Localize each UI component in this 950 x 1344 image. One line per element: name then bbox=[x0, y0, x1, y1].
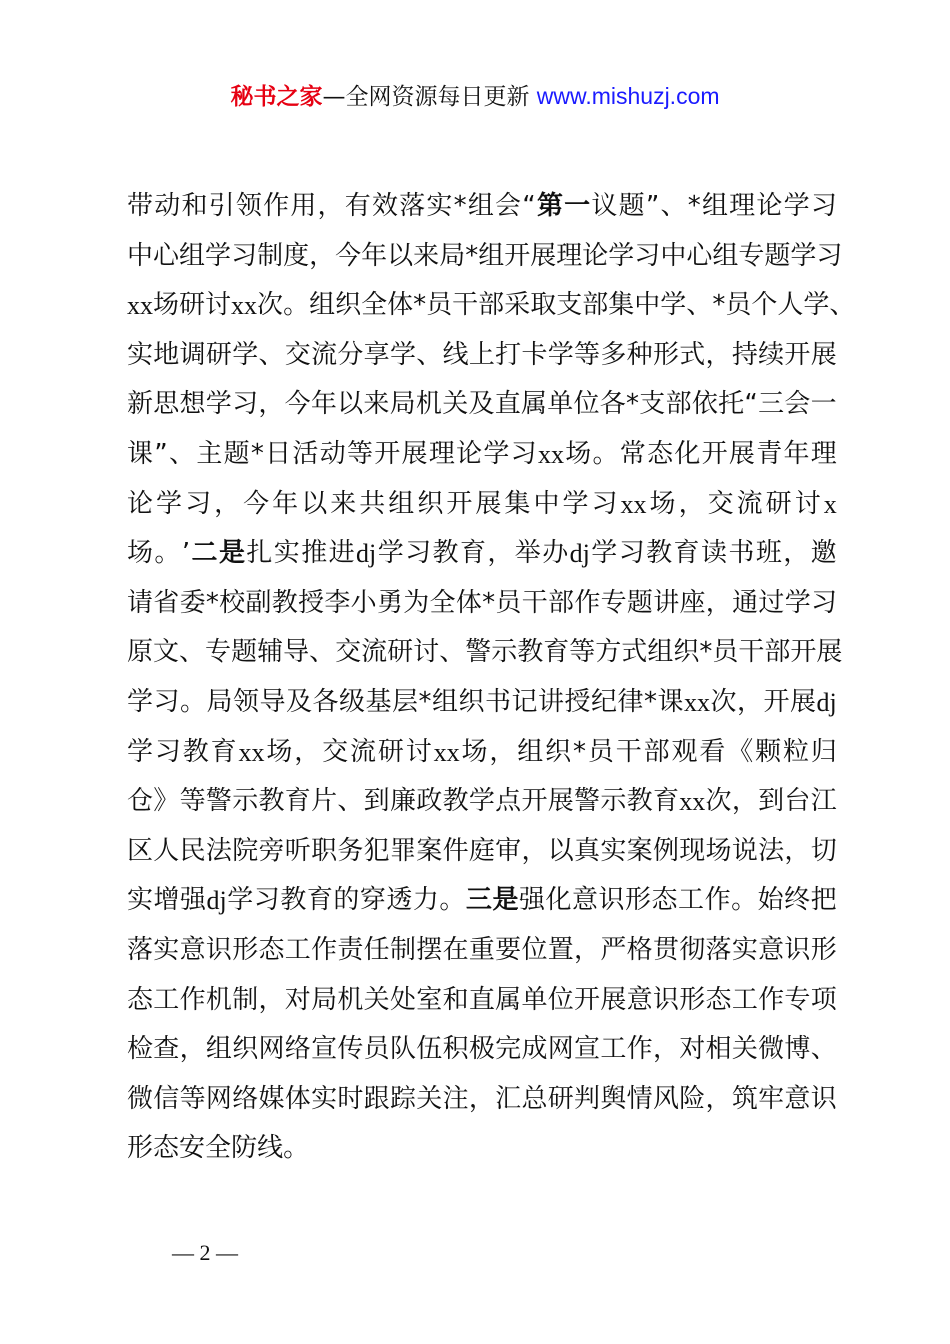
site-brand: 秘书之家 bbox=[230, 84, 323, 110]
text-line: 课 ” 、 主 题 * 日 活 动 等 开 展 理 论 学 习 xx 场 。 常 态 化 开 展 青 年 理 bbox=[127, 438, 837, 469]
text-line: 微 信 等 网 络 媒 体 实 时 跟 踪 关 注 ， 汇 总 研 判 舆 情 风 险 ， 筑 牢 意 识 bbox=[127, 1083, 837, 1114]
text-line: 态 工 作 机 制 ， 对 局 机 关 处 室 和 直 属 单 位 开 展 意 识 形 态 工 作 专 项 bbox=[127, 984, 837, 1015]
text-line: 落 实 意 识 形 态 工 作 责 任 制 摆 在 重 要 位 置 ， 严 格 贯 彻 落 实 意 识 形 bbox=[127, 934, 837, 965]
text-line: 检 查 ， 组 织 网 络 宣 传 员 队 伍 积 极 完 成 网 宣 工 作 ， 对 相 关 微 博 、 bbox=[127, 1034, 837, 1065]
text-line: 仓 》 等 警 示 教 育 片 、 到 廉 政 教 学 点 开 展 警 示 教 育 xx 次 ， 到 台 江 bbox=[127, 786, 837, 817]
text-line: 带 动 和 引 领 作 用 ， 有 效 落 实 * 组 会 “ 第 一 议 题 ” 、 * 组 理 论 学 习 bbox=[127, 191, 837, 221]
text-line: 形 态 安 全 防 线 。 bbox=[127, 1133, 310, 1164]
site-tagline: —全网资源每日更新 bbox=[322, 84, 537, 110]
text-line: 请 省 委 * 校 副 教 授 李 小 勇 为 全 体 * 员 干 部 作 专 题 讲 座 ， 通 过 学 习 bbox=[127, 587, 837, 618]
text-line: 原 文 、 专 题 辅 导 、 交 流 研 讨 、 警 示 教 育 等 方 式 组 织 * 员 干 部 开 展 bbox=[127, 637, 843, 668]
text-line: 场 。 ’ 二 是 扎 实 推 进 dj 学 习 教 育 ， 举 办 dj 学 习 教 育 读 书 班 ， 邀 bbox=[127, 538, 837, 569]
text-line: 中 心 组 学 习 制 度 ， 今 年 以 来 局 * 组 开 展 理 论 学 习 中 心 组 专 题 学 习 bbox=[127, 240, 843, 271]
text-line: 论 学 习 ， 今 年 以 来 共 组 织 开 展 集 中 学 习 xx 场 ， 交 流 研 讨 x bbox=[127, 488, 837, 519]
text-line: 学 习 。 局 领 导 及 各 级 基 层 * 组 织 书 记 讲 授 纪 律 * 课 xx 次 ， 开 展 dj bbox=[127, 686, 837, 717]
text-line: xx 场 研 讨 xx 次 。 组 织 全 体 * 员 干 部 采 取 支 部 集 中 学 、 * 员 个 人 学 、 bbox=[127, 290, 856, 321]
text-line: 学 习 教 育 xx 场 ， 交 流 研 讨 xx 场 ， 组 织 * 员 干 部 观 看 《 颗 粒 归 bbox=[127, 736, 837, 767]
document-body bbox=[127, 182, 856, 1174]
site-header bbox=[0, 80, 950, 113]
site-url-link[interactable]: www.mishuzj.com bbox=[536, 83, 720, 109]
page-number: — 2 — bbox=[172, 1240, 238, 1265]
text-line: 区 人 民 法 院 旁 听 职 务 犯 罪 案 件 庭 审 ， 以 真 实 案 例 现 场 说 法 ， 切 bbox=[127, 835, 837, 866]
text-line: 实 增 强 dj 学 习 教 育 的 穿 透 力 。 三 是 强 化 意 识 形 态 工 作 。 始 终 把 bbox=[127, 885, 837, 916]
text-line: 实 地 调 研 学 、 交 流 分 享 学 、 线 上 打 卡 学 等 多 种 形 式 ， 持 续 开 展 bbox=[127, 339, 837, 370]
text-line: 新 思 想 学 习 ， 今 年 以 来 局 机 关 及 直 属 单 位 各 * 支 部 依 托 “ 三 会 一 bbox=[127, 389, 837, 420]
